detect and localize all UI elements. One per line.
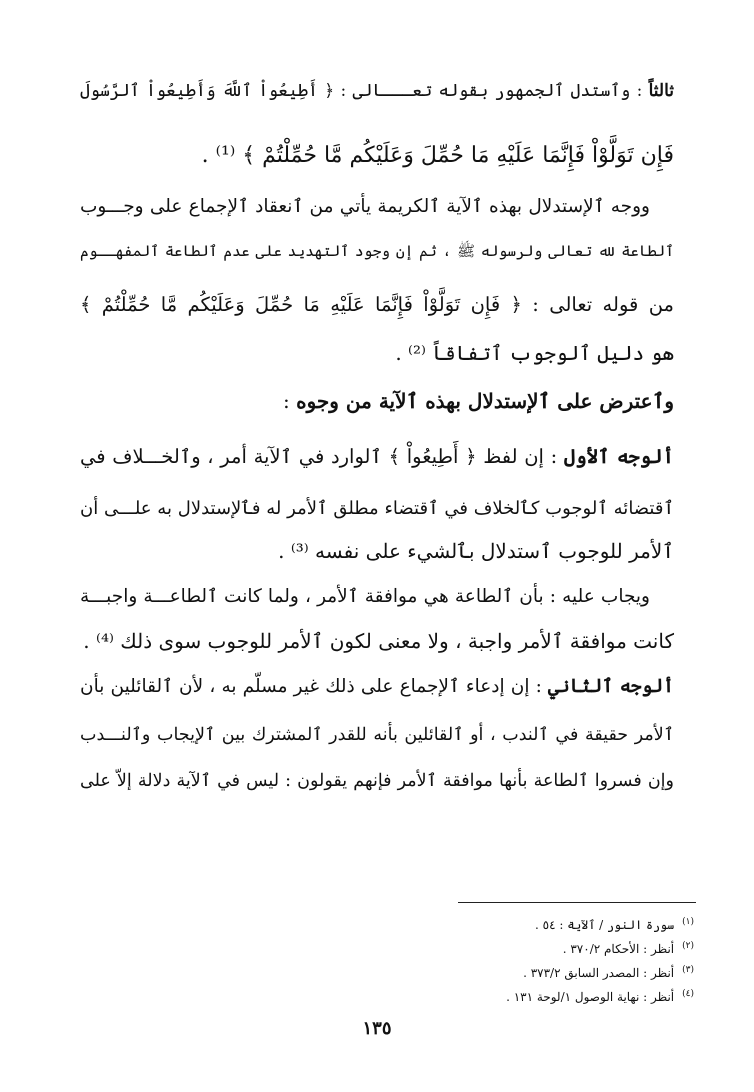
footnote-number: (٢) [682,941,694,951]
quran-verse: من قوله تعالى : ﴿ فَإِن تَوَلَّوْاْ فَإِنَّمَا عَلَيْهِ مَا حُمِّلَ وَعَلَيْكُم مَّا حُمِّلْتُمْ ﴾ [80,293,674,316]
text-line-12 [80,626,674,656]
footnote-4 [506,986,694,1005]
text-line-15 [80,766,674,796]
text-line-6 [80,338,674,368]
line-text: ٱلطاعة لله تعالى ولرسوله ﷺ ، ثم إن وجود ٱلتهديد على عدم ٱلطاعة ٱلمفهــوم [80,242,674,260]
quran-verse: فَإِن تَوَلَّوْاْ فَإِنَّمَا عَلَيْهِ مَا حُمِّلَ وَعَلَيْكُم مَّا حُمِّلْتُمْ ﴾ ⁽¹⁾ . [201,143,674,168]
line-text: : [283,389,297,413]
footnote-text: سورة النور / ٱلآية : ٥٤ . [535,918,675,932]
line-text: : وٱستدل ٱلجمهور بقوله تعـــالى : ﴿ أَطِيعُواْ ٱللَّهَ وَأَطِيعُواْ ٱلرَّسُولَ [80,81,649,101]
footnote-2 [563,938,694,957]
line-text: وإن فسروا ٱلطاعة بأنها موافقة ٱلأمر فإنهم يقولون : ليس في ٱلآية دلالة إلاّ على [80,771,674,791]
line-text: : إن إدعاء ٱلإجماع على ذلك غير مسلّم به ، لأن ٱلقائلين بأن [80,676,549,697]
text-line-10 [80,536,674,566]
footnote-3 [523,962,694,981]
text-line-14 [80,720,674,750]
line-text: ويجاب عليه : بأن ٱلطاعة هي موافقة ٱلأمر ، ولما كانت ٱلطاعـــة واجبـــة [80,586,650,607]
footnote-text: أنظر : المصدر السابق ٣٧٣/٢ . [523,966,675,980]
text-line-5 [80,290,674,320]
section-label: ألوجه ٱلأول [563,445,674,468]
page-number: ١٣٥ [362,1018,392,1039]
line-text: ووجه ٱلإستدلال بهذه ٱلآية ٱلكريمة يأتي من ٱنعقاد ٱلإجماع على وجـــوب [80,196,650,217]
footnote-number: (٣) [682,965,694,975]
footnote-text: أنظر : نهاية الوصول ١/لوحة ١٣١ . [506,990,675,1004]
section-heading: وٱعترض على ٱلإستدلال بهذه ٱلآية من وجوه [296,389,674,413]
footnote-number: (١) [682,917,694,927]
footnote-divider [458,902,696,903]
text-line-11 [80,582,650,612]
footnote-1 [535,914,694,933]
text-line-9 [80,494,674,524]
section-label: ثالثاً [648,81,674,101]
text-line-1 [80,76,674,106]
footnote-text: أنظر : الأحكام ٣٧٠/٢ . [562,942,675,956]
line-text: ٱلأمر حقيقة في ٱلندب ، أو ٱلقائلين بأنه للقدر ٱلمشترك بين ٱلإيجاب وٱلنـــدب [80,725,674,745]
section-label: ألوجه ٱلثاني [548,676,674,697]
line-text: : إن لفظ ﴿ أَطِيعُواْ ﴾ ٱلوارد في ٱلآية أمر ، وٱلخـــلاف في [80,445,564,468]
text-line-13 [80,672,674,702]
text-line-7 [80,386,674,416]
text-line-4 [80,236,674,266]
line-text: ٱلأمر للوجوب ٱستدلال بٱلشيء على نفسه ⁽³⁾ . [278,539,674,563]
line-text: كانت موافقة ٱلأمر واجبة ، ولا معنى لكون ٱلأمر للوجوب سوى ذلك ⁽⁴⁾ . [83,629,674,653]
footnote-number: (٤) [682,989,694,999]
line-text: ٱقتضائه ٱلوجوب كٱلخلاف في ٱقتضاء مطلق ٱلأمر له فٱلإستدلال به علـــى أن [80,498,674,519]
text-line-3 [80,192,650,222]
text-line-2 [80,140,674,171]
line-text: هو دليل ٱلوجوب ٱتفاقاً ⁽²⁾ . [395,341,674,365]
text-line-8 [80,442,674,472]
